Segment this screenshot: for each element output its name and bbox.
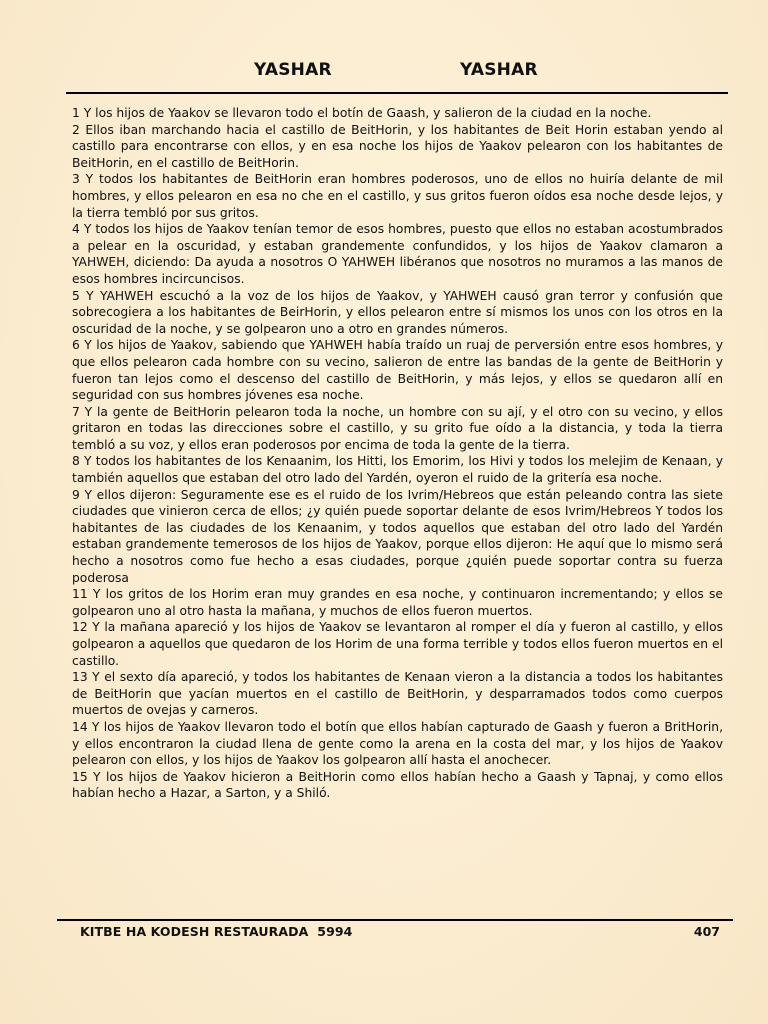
verse-4: 4 Y todos los hijos de Yaakov tenían temor de esos hombres, puesto que ellos no estaban acostumbrados a pelear en la oscuridad, y estaban grandemente confundidos, y los hijos de Yaakov clamaron a YAHWEH, diciendo: Da ayuda a nosotros O YAHWEH libéranos que nosotros no muramos a las manos de esos hombres incircuncisos. xyxy=(72,222,723,286)
footer-book-title: KITBE HA KODESH RESTAURADA 5994 xyxy=(80,924,353,939)
verse-2: 2 Ellos iban marchando hacia el castillo de BeitHorin, y los habitantes de Beit Horin estaban yendo al castillo para encontrarse con ellos, y en esa noche los hijos de Yaakov pelearon con los habitantes de BeitHorin, en el castillo de BeitHorin. xyxy=(72,122,723,170)
page-footer xyxy=(0,924,768,944)
verse-6: 6 Y los hijos de Yaakov, sabiendo que YAHWEH había traído un ruaj de perversión entre esos hombres, y que ellos pelearon cada hombre con su vecino, salieron de entre las bandas de la gente de BeitHorin y fueron tan lejos como el descenso del castillo de BeitHorin, y más lejos, y ellos se quedaron allí en seguridad con sus hombres jóvenes esa noche. xyxy=(72,338,723,403)
verse-11: 11 Y los gritos de los Horim eran muy grandes en esa noche, y continuaron incrementando; y ellos se golpearon uno al otro hasta la mañana, y muchos de ellos fueron muertos. xyxy=(72,587,723,618)
verse-8: 8 Y todos los habitantes de los Kenaanim, los Hitti, los Emorim, los Hivi y todos los melejim de Kenaan, y también aquellos que estaban del otro lado del Yardén, oyeron el ruido de la gritería esa noche. xyxy=(72,454,723,486)
verse-7: 7 Y la gente de BeitHorin pelearon toda la noche, un hombre con su ají, y el otro con su vecino, y ellos gritaron en todas las direcciones sobre el castillo, y su grito fue oído a la distancia, y toda la tierra tembló a su voz, y ellos eran poderosos por encima de toda la gente de la tierra. xyxy=(72,404,723,452)
page-header xyxy=(0,60,768,88)
verse-13: 13 Y el sexto día apareció, y todos los habitantes de Kenaan vieron a la distancia a todos los habitantes de BeitHorin que yacían muertos en el castillo de BeitHorin, y desparramados todos como cuerpos muertos de ovejas y carneros. xyxy=(72,670,723,718)
verse-list xyxy=(72,105,723,802)
verse-5: 5 Y YAHWEH escuchó a la voz de los hijos de Yaakov, y YAHWEH causó gran terror y confusión que sobrecogiera a los habitantes de BeirHorin, y ellos pelearon entre sí mismos los unos con los otros en la oscuridad de la noche, y se golpearon uno a otro en grandes números. xyxy=(72,288,723,336)
footer-divider xyxy=(57,919,733,921)
page-number: 407 xyxy=(693,924,720,939)
verse-1: 1 Y los hijos de Yaakov se llevaron todo el botín de Gaash, y salieron de la ciudad en la noche. xyxy=(72,106,652,120)
header-title-right: YASHAR xyxy=(460,60,538,80)
header-divider xyxy=(66,92,728,94)
verse-3: 3 Y todos los habitantes de BeitHorin eran hombres poderosos, uno de ellos no huiría delante de mil hombres, y ellos pelearon en esa no che en el castillo, y sus gritos fueron oídos esa noche desde lejos, y la tierra tembló por sus gritos. xyxy=(72,172,723,220)
verse-9: 9 Y ellos dijeron: Seguramente ese es el ruido de los Ivrim/Hebreos que están peleando contra las siete ciudades que vinieron cerca de ellos; ¿y quién puede soportar delante de esos Ivrim/Hebreos Y todos los habitantes de las ciudades de los Kenaanim, y todos aquellos que estaban del otro lado del Yardén estaban grandemente temerosos de los hijos de Yaakov, porque ellos dijeron: He aquí que lo mismo será hecho a nosotros como fue hecho a esas ciudades, porque ¿quién puede soportar contra su fuerza poderosa xyxy=(72,487,723,585)
verse-12: 12 Y la mañana apareció y los hijos de Yaakov se levantaron al romper el día y fueron al castillo, y ellos golpearon a aquellos que quedaron de los Horim de una forma terrible y todos ellos fueron muertos en el castillo. xyxy=(72,620,723,668)
verse-14: 14 Y los hijos de Yaakov llevaron todo el botín que ellos habían capturado de Gaash y fueron a BritHorin, y ellos encontraron la ciudad llena de gente como la arena en la costa del mar, y los hijos de Yaakov pelearon con ellos, y los hijos de Yaakov los golpearon allí hasta el anochecer. xyxy=(72,719,723,768)
verse-15: 15 Y los hijos de Yaakov hicieron a BeitHorin como ellos habían hecho a Gaash y Tapnaj, y como ellos habían hecho a Hazar, a Sarton, y a Shiló. xyxy=(72,769,723,801)
header-title-left: YASHAR xyxy=(254,60,332,80)
